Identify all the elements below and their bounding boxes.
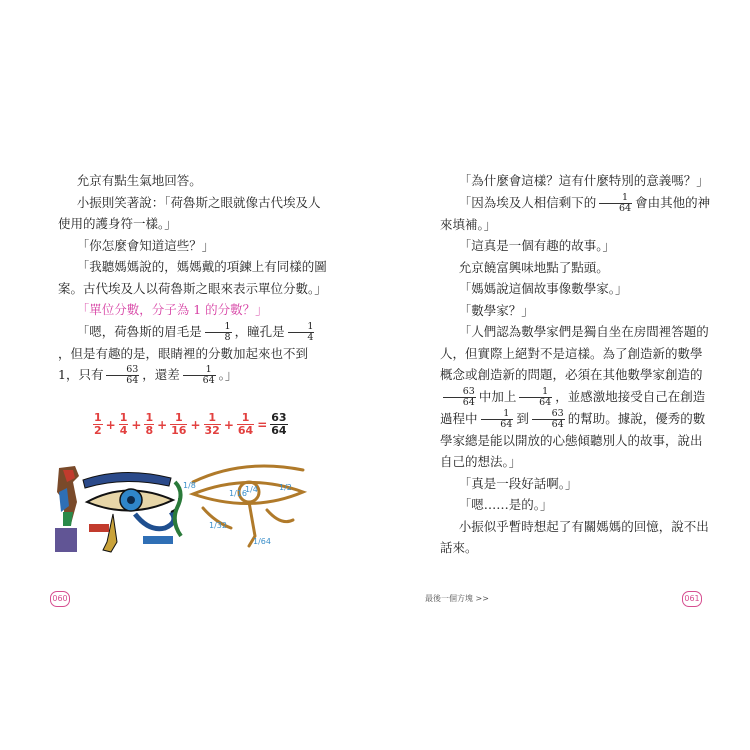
running-head: 最後一個方塊 >> — [425, 594, 489, 603]
fraction-1-64: $\frac{1}{64}$ — [481, 409, 514, 430]
fraction-63-64: $\frac{63}{64}$ — [106, 365, 139, 386]
eq-term-1-64: $\frac{1}{64}$ — [237, 411, 254, 437]
fraction-one-quarter: $\frac{1}{4}$ — [288, 322, 315, 343]
eq-term-1-16: $\frac{1}{16}$ — [171, 411, 187, 437]
left-page-text — [58, 170, 328, 386]
eye-fraction-sixtyfourth: 1/64 — [253, 537, 271, 546]
paragraph-fractions — [440, 321, 712, 473]
page-number-left: 060 — [50, 591, 70, 607]
text-run: 「因為埃及人相信剩下的 — [458, 194, 597, 210]
eye-fraction-half: 1/2 — [279, 483, 292, 492]
eye-fraction-sixteenth: 1/16 — [229, 489, 247, 498]
text-run: ，並感激地接受自己在創造過程中 — [440, 388, 706, 426]
fraction-63-64: $\frac{63}{64}$ — [532, 409, 565, 430]
fraction-one-eighth: $\frac{1}{8}$ — [205, 322, 232, 343]
eq-term-1-4: $\frac{1}{4}$ — [119, 411, 128, 437]
fraction-sum-equation — [92, 412, 289, 437]
paragraph: 「媽媽說這個故事像數學家。」 — [458, 281, 628, 296]
text-run: 中加上 — [478, 388, 517, 404]
paragraph: 「數學家？」 — [458, 302, 534, 318]
plus-sign: + — [105, 417, 116, 432]
paragraph: 「為什麼會這樣？這有什麼特別的意義嗎？」 — [458, 173, 709, 188]
eye-of-horus-illustration — [53, 462, 323, 562]
text-run: ，瞳孔是 — [234, 323, 285, 339]
plus-sign: + — [131, 417, 142, 432]
text-run: 「人們認為數學家們是獨自坐在房間裡答題的人，但實際上絕對不是這樣。為了創造新的數學概念或創造新的問題，必須在其他數學家創造的 — [440, 324, 709, 382]
highlight-paragraph: 「單位分數，分子為 1 的分數？」 — [76, 302, 268, 317]
paragraph: 允京有點生氣地回答。 — [76, 173, 202, 188]
text-run: 「嗯，荷魯斯的眉毛是 — [76, 323, 202, 339]
eq-term-1-2: $\frac{1}{2}$ — [94, 411, 102, 437]
paragraph: 允京饒富興味地點了點頭。 — [458, 259, 609, 275]
text-run: 到 — [516, 410, 529, 426]
plus-sign: + — [190, 417, 201, 432]
paragraph: 「我聽媽媽說的，媽媽戴的項鍊上有同樣的圖案。古代埃及人以荷魯斯之眼來表示單位分數。」 — [58, 259, 327, 296]
fraction-1-64: $\frac{1}{64}$ — [599, 193, 632, 214]
paragraph-fraction — [440, 192, 712, 236]
eye-fraction-eighth: 1/8 — [183, 481, 196, 490]
text-run: 。」 — [218, 367, 238, 382]
plus-sign: + — [157, 417, 168, 432]
fraction-1-64: $\frac{1}{64}$ — [183, 365, 216, 386]
text-run: ，但是有趣的是，眼睛裡的分數加起來也不到 1，只有 — [58, 345, 309, 382]
eye-outline-diagram — [193, 466, 303, 546]
paragraph: 「真是一段好話啊。」 — [458, 475, 578, 491]
egyptian-eye-artwork — [53, 462, 183, 556]
text-run: 的幫助。據說，優秀的數學家總是能以開放的心態傾聽別人的故事，說出自己的想法。」 — [440, 410, 706, 469]
paragraph: 「你怎麼會知道這些？」 — [76, 237, 215, 253]
right-page-text — [440, 170, 712, 559]
eye-fraction-quarter: 1/4 — [245, 485, 258, 494]
equals-sign: = — [257, 417, 268, 432]
paragraph-fractions — [58, 321, 328, 387]
plus-sign: + — [223, 417, 234, 432]
text-run: ，還差 — [142, 367, 180, 382]
paragraph: 「嗯……是的。」 — [458, 497, 553, 512]
fraction-1-64: $\frac{1}{64}$ — [519, 387, 552, 408]
eye-fraction-thirtysecond: 1/32 — [209, 521, 227, 530]
fraction-63-64: $\frac{63}{64}$ — [443, 387, 476, 408]
paragraph: 小振則笑著說：「荷魯斯之眼就像古代埃及人使用的護身符一樣。」 — [58, 194, 321, 231]
eq-result-63-64: $\frac{63}{64}$ — [271, 411, 287, 437]
eq-term-1-8: $\frac{1}{8}$ — [145, 411, 154, 437]
paragraph: 「這真是一個有趣的故事。」 — [458, 238, 616, 253]
eq-term-1-32: $\frac{1}{32}$ — [204, 411, 220, 437]
page-number-right: 061 — [682, 591, 702, 607]
text-run: 會由其他的神來填補。」 — [440, 194, 711, 232]
paragraph: 小振似乎暫時想起了有關媽媽的回憶，說不出話來。 — [440, 518, 709, 555]
